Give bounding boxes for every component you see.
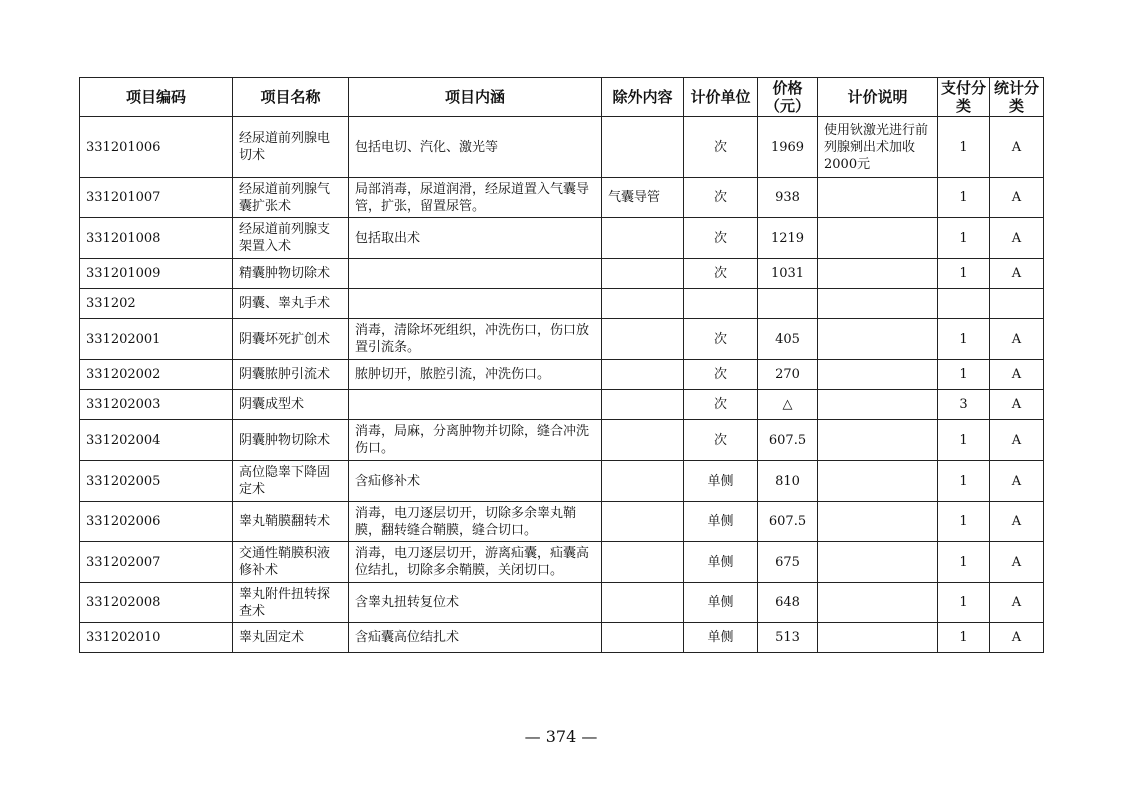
header-content: 项目内涵	[349, 78, 602, 117]
cell-price: 648	[758, 583, 818, 623]
cell-payment: 1	[938, 178, 990, 218]
cell-price: 675	[758, 542, 818, 583]
cell-payment: 3	[938, 390, 990, 420]
cell-content: 含睾丸扭转复位术	[349, 583, 602, 623]
cell-unit: 次	[684, 117, 758, 178]
cell-exclusion	[602, 623, 684, 653]
cell-payment	[938, 289, 990, 319]
cell-stat: A	[990, 583, 1044, 623]
table-row	[80, 461, 1044, 502]
cell-note	[818, 542, 938, 583]
table-row	[80, 502, 1044, 542]
cell-note	[818, 259, 938, 289]
header-price: 价格（元）	[758, 78, 818, 117]
cell-content	[349, 289, 602, 319]
cell-unit: 次	[684, 319, 758, 360]
cell-content: 包括电切、汽化、激光等	[349, 117, 602, 178]
cell-payment: 1	[938, 542, 990, 583]
cell-exclusion	[602, 583, 684, 623]
cell-note	[818, 390, 938, 420]
cell-payment: 1	[938, 583, 990, 623]
cell-exclusion	[602, 461, 684, 502]
cell-stat: A	[990, 218, 1044, 259]
cell-content: 包括取出术	[349, 218, 602, 259]
cell-note	[818, 502, 938, 542]
cell-stat	[990, 289, 1044, 319]
cell-price: 1031	[758, 259, 818, 289]
cell-payment: 1	[938, 218, 990, 259]
cell-unit: 次	[684, 218, 758, 259]
table-row	[80, 623, 1044, 653]
table-row	[80, 289, 1044, 319]
cell-exclusion	[602, 218, 684, 259]
cell-exclusion: 气囊导管	[602, 178, 684, 218]
cell-note	[818, 623, 938, 653]
cell-exclusion	[602, 420, 684, 461]
cell-price: 938	[758, 178, 818, 218]
cell-price: 607.5	[758, 502, 818, 542]
cell-payment: 1	[938, 259, 990, 289]
cell-unit	[684, 289, 758, 319]
cell-note	[818, 218, 938, 259]
cell-stat: A	[990, 319, 1044, 360]
cell-exclusion	[602, 360, 684, 390]
cell-stat: A	[990, 259, 1044, 289]
table-row	[80, 542, 1044, 583]
table-row	[80, 117, 1044, 178]
cell-payment: 1	[938, 502, 990, 542]
header-payment: 支付分类	[938, 78, 990, 117]
cell-note	[818, 461, 938, 502]
cell-unit: 次	[684, 259, 758, 289]
cell-stat: A	[990, 178, 1044, 218]
cell-name: 睾丸鞘膜翻转术	[233, 502, 349, 542]
cell-unit: 单侧	[684, 623, 758, 653]
cell-code: 331201009	[80, 259, 233, 289]
page-number: — 374 —	[524, 727, 598, 746]
cell-unit: 次	[684, 178, 758, 218]
cell-note	[818, 583, 938, 623]
cell-code: 331201006	[80, 117, 233, 178]
table-row	[80, 390, 1044, 420]
pricing-table	[79, 77, 1044, 653]
cell-code: 331201008	[80, 218, 233, 259]
cell-content: 含疝修补术	[349, 461, 602, 502]
header-stat: 统计分类	[990, 78, 1044, 117]
cell-name: 阴囊脓肿引流术	[233, 360, 349, 390]
table-row	[80, 420, 1044, 461]
cell-payment: 1	[938, 623, 990, 653]
table-row	[80, 259, 1044, 289]
cell-name: 经尿道前列腺气囊扩张术	[233, 178, 349, 218]
cell-payment: 1	[938, 117, 990, 178]
cell-exclusion	[602, 289, 684, 319]
cell-code: 331202003	[80, 390, 233, 420]
cell-code: 331202008	[80, 583, 233, 623]
cell-content: 脓肿切开，脓腔引流，冲洗伤口。	[349, 360, 602, 390]
cell-payment: 1	[938, 360, 990, 390]
cell-content: 消毒，局麻，分离肿物并切除，缝合冲洗伤口。	[349, 420, 602, 461]
cell-stat: A	[990, 542, 1044, 583]
table-row	[80, 583, 1044, 623]
cell-unit: 单侧	[684, 502, 758, 542]
cell-name: 交通性鞘膜积液修补术	[233, 542, 349, 583]
cell-price: 810	[758, 461, 818, 502]
cell-price: 270	[758, 360, 818, 390]
cell-name: 精囊肿物切除术	[233, 259, 349, 289]
cell-name: 睾丸固定术	[233, 623, 349, 653]
header-name: 项目名称	[233, 78, 349, 117]
cell-stat: A	[990, 390, 1044, 420]
cell-content: 局部消毒，尿道润滑，经尿道置入气囊导管，扩张，留置尿管。	[349, 178, 602, 218]
table-row	[80, 319, 1044, 360]
cell-note	[818, 178, 938, 218]
header-unit: 计价单位	[684, 78, 758, 117]
table-row	[80, 178, 1044, 218]
header-row	[80, 78, 1044, 117]
cell-name: 阴囊肿物切除术	[233, 420, 349, 461]
cell-content	[349, 390, 602, 420]
cell-code: 331202007	[80, 542, 233, 583]
cell-name: 阴囊、睾丸手术	[233, 289, 349, 319]
cell-unit: 次	[684, 360, 758, 390]
cell-exclusion	[602, 390, 684, 420]
cell-content: 消毒，电刀逐层切开，切除多余睾丸鞘膜，翻转缝合鞘膜，缝合切口。	[349, 502, 602, 542]
header-note: 计价说明	[818, 78, 938, 117]
cell-price: 607.5	[758, 420, 818, 461]
cell-exclusion	[602, 319, 684, 360]
cell-code: 331202002	[80, 360, 233, 390]
cell-exclusion	[602, 502, 684, 542]
cell-stat: A	[990, 623, 1044, 653]
cell-price: 405	[758, 319, 818, 360]
cell-content	[349, 259, 602, 289]
table-row	[80, 360, 1044, 390]
cell-name: 经尿道前列腺电切术	[233, 117, 349, 178]
cell-stat: A	[990, 461, 1044, 502]
cell-code: 331202001	[80, 319, 233, 360]
cell-name: 阴囊成型术	[233, 390, 349, 420]
cell-note	[818, 319, 938, 360]
cell-payment: 1	[938, 420, 990, 461]
cell-name: 阴囊坏死扩创术	[233, 319, 349, 360]
cell-price: 1219	[758, 218, 818, 259]
table-header	[80, 78, 1044, 117]
cell-exclusion	[602, 542, 684, 583]
cell-name: 经尿道前列腺支架置入术	[233, 218, 349, 259]
cell-price: △	[758, 390, 818, 420]
cell-stat: A	[990, 117, 1044, 178]
cell-exclusion	[602, 259, 684, 289]
header-exclusion: 除外内容	[602, 78, 684, 117]
cell-payment: 1	[938, 461, 990, 502]
cell-unit: 次	[684, 420, 758, 461]
table-row	[80, 218, 1044, 259]
cell-price: 1969	[758, 117, 818, 178]
cell-code: 331202005	[80, 461, 233, 502]
cell-unit: 单侧	[684, 461, 758, 502]
cell-price	[758, 289, 818, 319]
cell-content: 含疝囊高位结扎术	[349, 623, 602, 653]
cell-payment: 1	[938, 319, 990, 360]
cell-unit: 单侧	[684, 583, 758, 623]
cell-unit: 单侧	[684, 542, 758, 583]
cell-name: 高位隐睾下降固定术	[233, 461, 349, 502]
cell-stat: A	[990, 502, 1044, 542]
cell-content: 消毒，电刀逐层切开，游离疝囊，疝囊高位结扎，切除多余鞘膜，关闭切口。	[349, 542, 602, 583]
cell-code: 331202010	[80, 623, 233, 653]
cell-content: 消毒，清除坏死组织，冲洗伤口，伤口放置引流条。	[349, 319, 602, 360]
header-code: 项目编码	[80, 78, 233, 117]
cell-name: 睾丸附件扭转探查术	[233, 583, 349, 623]
cell-note	[818, 289, 938, 319]
cell-price: 513	[758, 623, 818, 653]
cell-stat: A	[990, 360, 1044, 390]
cell-note	[818, 360, 938, 390]
cell-exclusion	[602, 117, 684, 178]
cell-code: 331202004	[80, 420, 233, 461]
cell-note	[818, 420, 938, 461]
cell-unit: 次	[684, 390, 758, 420]
cell-code: 331201007	[80, 178, 233, 218]
table-body	[80, 117, 1044, 653]
cell-code: 331202006	[80, 502, 233, 542]
cell-code: 331202	[80, 289, 233, 319]
cell-stat: A	[990, 420, 1044, 461]
cell-note: 使用钬激光进行前列腺剜出术加收2000元	[818, 117, 938, 178]
